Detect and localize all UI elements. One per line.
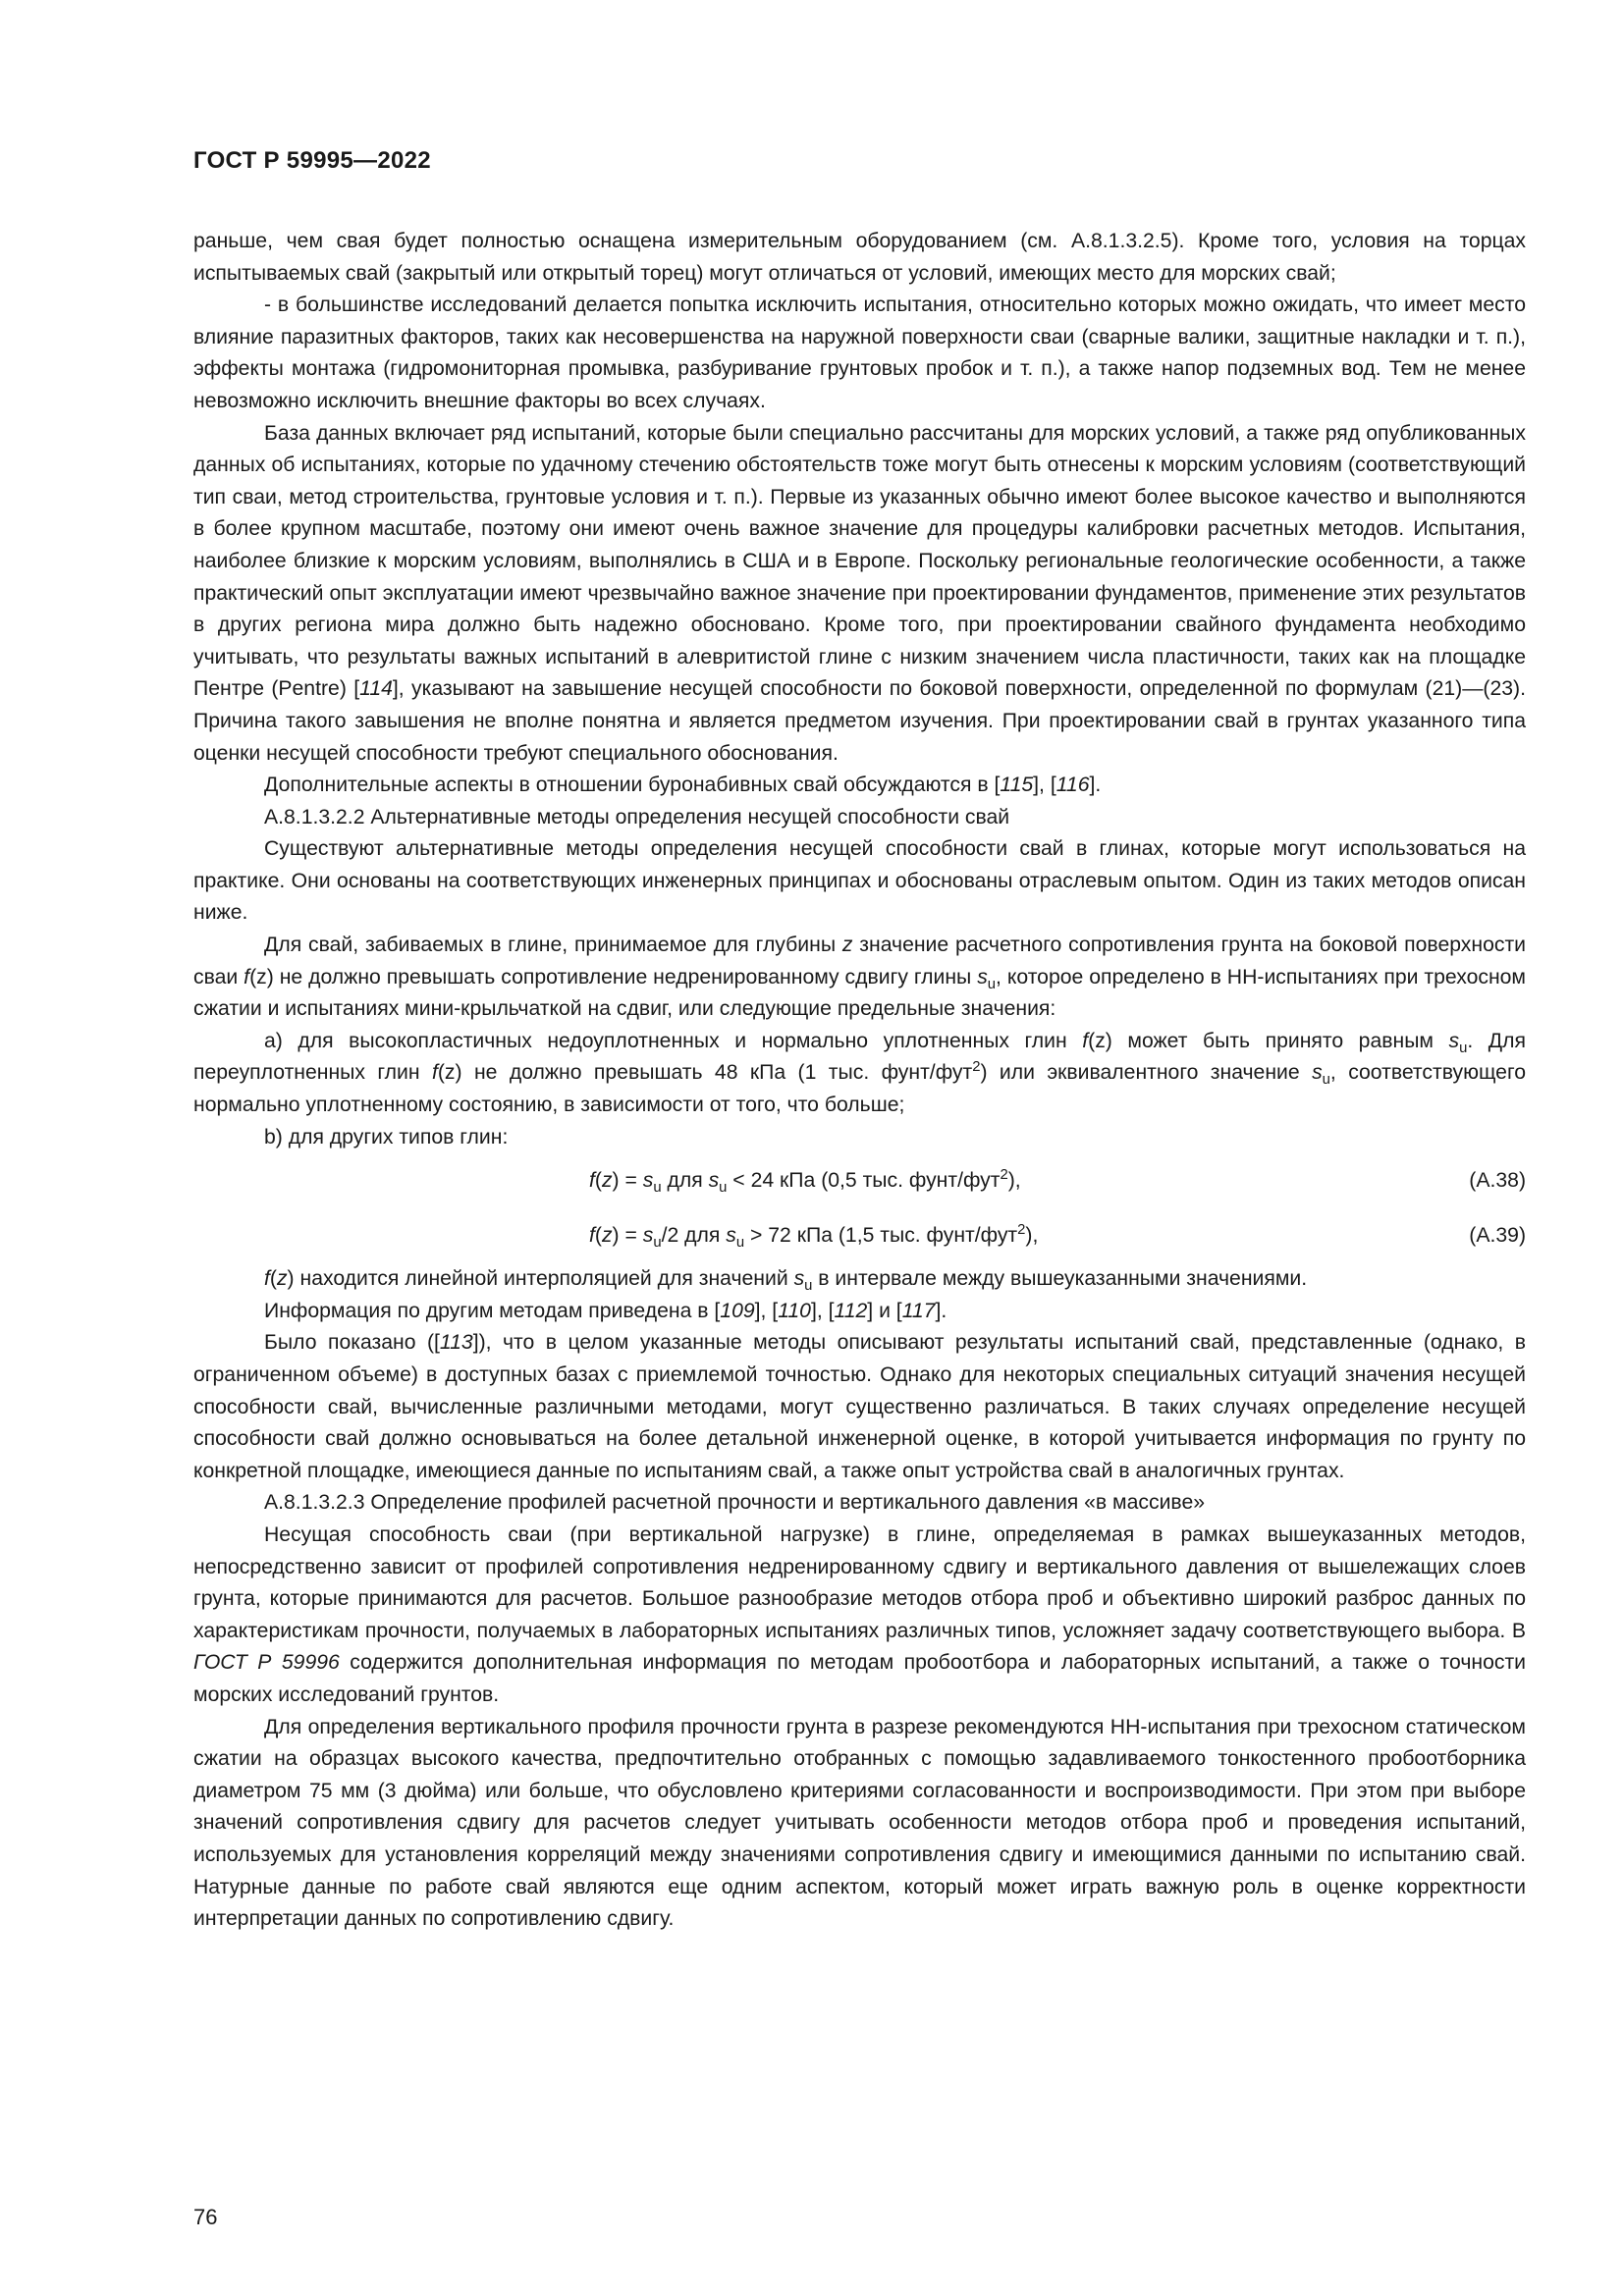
- document-id: ГОСТ Р 59995—2022: [193, 147, 431, 174]
- formula: [193, 1153, 1526, 1208]
- paragraphs-after: [193, 1263, 1526, 1935]
- formula-number: (A.39): [1469, 1224, 1526, 1248]
- text-segment: , соответствующего нормально уплотненному состоянию, в зависимости от того, что больше;: [193, 1061, 1526, 1117]
- text-segment: ] и [: [867, 1299, 902, 1322]
- text-segment: u: [987, 976, 997, 992]
- text-segment: ),: [1007, 1169, 1021, 1193]
- text-segment: s: [726, 1224, 736, 1248]
- text-segment: s: [977, 965, 988, 988]
- text-segment: ].: [935, 1299, 947, 1322]
- text-segment: Для свай, забиваемых в глине, принимаемое для глубины: [264, 934, 842, 957]
- formula-expression: [589, 1153, 1021, 1208]
- text-segment: 115: [1000, 774, 1034, 797]
- text-segment: 117: [901, 1299, 936, 1322]
- text-segment: f: [244, 965, 250, 988]
- text-segment: А.8.1.3.2.2 Альтернативные методы определения несущей способности свай: [264, 805, 1010, 828]
- paragraph: [193, 930, 1526, 1026]
- text-segment: s: [1312, 1061, 1323, 1085]
- formula-expression: [589, 1208, 1038, 1263]
- paragraph: [193, 226, 1526, 290]
- text-segment: z: [276, 1267, 288, 1291]
- text-segment: z: [841, 934, 853, 957]
- text-segment: s: [793, 1267, 805, 1291]
- text-segment: ) =: [612, 1224, 643, 1248]
- text-segment: f: [589, 1169, 595, 1193]
- page-number: 76: [193, 2205, 218, 2229]
- text-segment: u: [653, 1180, 662, 1197]
- paragraph: [193, 290, 1526, 417]
- text-segment: f: [1082, 1029, 1089, 1052]
- text-segment: значение расчетного сопротивления грунта на боковой поверхности сваи: [193, 934, 1526, 988]
- text-segment: (z) не должно превышать сопротивление недренированному сдвигу глины: [249, 965, 978, 988]
- formula: [193, 1208, 1526, 1263]
- text-segment: 114: [359, 677, 393, 701]
- text-segment: . Для переуплотненных глин: [193, 1029, 1526, 1085]
- formula-number: (A.38): [1469, 1169, 1526, 1193]
- text-segment: ) =: [612, 1169, 643, 1193]
- text-segment: ], [: [810, 1299, 835, 1322]
- text-segment: < 24 кПа (0,5 тыс. фунт/фут: [727, 1169, 1001, 1193]
- text-segment: для: [661, 1169, 709, 1193]
- paragraph: [193, 1122, 1526, 1154]
- paragraph: [193, 802, 1526, 834]
- paragraph: [193, 1296, 1526, 1328]
- text-segment: u: [735, 1235, 745, 1252]
- text-segment: ГОСТ Р 59996: [193, 1651, 340, 1675]
- text-segment: 110: [778, 1299, 811, 1322]
- text-segment: u: [804, 1278, 813, 1295]
- text-segment: 2: [1000, 1167, 1008, 1184]
- text-segment: > 72 кПа (1,5 тыс. фунт/фут: [744, 1224, 1018, 1248]
- text-segment: Дополнительные аспекты в отношении буронабивных свай обсуждаются в [: [264, 774, 1001, 797]
- text-segment: f: [589, 1224, 595, 1248]
- text-segment: ], [: [1033, 774, 1056, 797]
- text-segment: Существуют альтернативные методы определения несущей способности свай в глинах, которые могут использоваться на практике. Они основаны на соответствующих инженерных принципах и обоснованы отраслевым опытом. Один из таких методов описан ниже.: [193, 837, 1526, 925]
- text-segment: Для определения вертикального профиля прочности грунта в разрезе рекомендуются НН-испытания при трехосном статическом сжатии на образцах высокого качества, предпочтительно отобранных с помощью задавливаемого тонкостенного пробоотборника диаметром 75 мм (3 дюйма) или больше, что обусловлено критериями согласованности и воспроизводимости. При этом при выборе значений сопротивления сдвигу для расчетов следует учитывать особенности методов отбора проб и проведения испытаний, используемых для установления корреляций между значениями сопротивления сдвигу и имеющимися данными по испытанию свай. Натурные данные по работе свай являются еще одним аспектом, который может играть важную роль в оценке корректности интерпретации данных по сопротивлению сдвигу.: [193, 1715, 1526, 1931]
- text-segment: ], [: [754, 1299, 779, 1322]
- text-segment: (: [269, 1267, 277, 1291]
- text-segment: в интервале между вышеуказанными значениями.: [812, 1267, 1308, 1291]
- text-segment: (: [594, 1224, 602, 1248]
- text-segment: А.8.1.3.2.3 Определение профилей расчетной прочности и вертикального давления «в массиве»: [264, 1491, 1206, 1515]
- paragraph: [193, 1487, 1526, 1520]
- text-segment: ) находится линейной интерполяцией для значений: [287, 1267, 794, 1291]
- text-segment: Было показано ([: [264, 1331, 440, 1355]
- document-header: [193, 147, 1526, 175]
- text-segment: u: [653, 1235, 662, 1252]
- paragraph: [193, 770, 1526, 802]
- text-segment: a) для высокопластичных недоуплотненных и нормально уплотненных глин: [264, 1029, 1083, 1052]
- text-segment: 113: [439, 1331, 473, 1355]
- document-body: [193, 226, 1526, 1936]
- text-segment: z: [601, 1224, 613, 1248]
- paragraphs-before: [193, 226, 1526, 1153]
- paragraph: [193, 1327, 1526, 1487]
- text-segment: s: [1448, 1029, 1460, 1052]
- text-segment: ].: [1089, 774, 1102, 797]
- text-segment: ], указывают на завышение несущей способности по боковой поверхности, определенной по формулам (21)—(23). Причина такого завышения не вполне понятна и является предметом изучения. При проектировании свай в грунтах указанного типа оценки несущей способности требуют специального обоснования.: [193, 677, 1526, 765]
- text-segment: , которое определено в НН-испытаниях при трехосном сжатии и испытаниях мини-крыльчаткой на сдвиг, или следующие предельные значения:: [193, 965, 1526, 1021]
- text-segment: s: [642, 1169, 654, 1193]
- text-segment: - в большинстве исследований делается попытка исключить испытания, относительно которых можно ожидать, что имеет место влияние паразитных факторов, таких как несовершенства на наружной поверхности сваи (сварные валики, защитные накладки и т. п.), эффекты монтажа (гидромониторная промывка, разбуривание грунтовых пробок и т. п.), а также напор подземных вод. Тем не менее невозможно исключить внешние факторы во всех случаях.: [193, 294, 1526, 412]
- text-segment: u: [1459, 1040, 1468, 1056]
- text-segment: 109: [720, 1299, 755, 1322]
- paragraph: [193, 1263, 1526, 1296]
- text-segment: u: [1322, 1072, 1330, 1089]
- paragraph: [193, 1520, 1526, 1712]
- paragraph: [193, 833, 1526, 930]
- text-segment: (z) не должно превышать 48 кПа (1 тыс. фунт/фут: [437, 1061, 973, 1085]
- text-segment: Информация по другим методам приведена в [: [264, 1299, 721, 1322]
- text-segment: 2: [972, 1059, 981, 1076]
- paragraph: [193, 1712, 1526, 1936]
- text-segment: 116: [1056, 774, 1090, 797]
- text-segment: f: [264, 1267, 270, 1291]
- text-segment: z: [601, 1169, 613, 1193]
- text-segment: 2: [1017, 1222, 1026, 1239]
- text-segment: s: [642, 1224, 654, 1248]
- text-segment: ) или эквивалентного значение: [980, 1061, 1313, 1085]
- paragraph: [193, 418, 1526, 771]
- text-segment: (: [594, 1169, 602, 1193]
- text-segment: ),: [1025, 1224, 1039, 1248]
- text-segment: b) для других типов глин:: [264, 1125, 509, 1148]
- text-segment: База данных включает ряд испытаний, которые были специально рассчитаны для морских условий, а также ряд опубликованных данных об испытаниях, которые по удачному стечению обстоятельств тоже могут быть отнесены к морским условиям (соответствующий тип сваи, метод строительства, грунтовые условия и т. п.). Первые из указанных обычно имеют более высокое качество и выполняются в более крупном масштабе, поэтому они имеют очень важное значение для процедуры калибровки расчетных методов. Испытания, наиболее близкие к морским условиям, выполнялись в США и в Европе. Поскольку региональные геологические особенности, а также практический опыт эксплуатации имеют чрезвычайно важное значение при проектировании фундаментов, применение этих результатов в других региона мира должно быть надежно обосновано. Кроме того, при проектировании свайного фундамента необходимо учитывать, что результаты важных испытаний в алевритистой глине с низким значением числа пластичности, таких как на площадке Пентре (Pentre) [: [193, 421, 1526, 701]
- paragraph: [193, 1026, 1526, 1122]
- text-segment: ]), что в целом указанные методы описывают результаты испытаний свай, представленные (однако, в ограниченном объеме) в доступных базах с приемлемой точностью. Однако для некоторых специальных ситуаций значения несущей способности свай, вычисленные различными методами, могут существенно различаться. В таких случаях определение несущей способности свай должно основываться на более детальной инженерной оценке, в которой учитывается информация по грунту по конкретной площадке, имеющиеся данные по испытаниям свай, а также опыт устройства свай в аналогичных грунтах.: [193, 1331, 1526, 1482]
- text-segment: s: [708, 1169, 720, 1193]
- text-segment: содержится дополнительная информация по методам пробоотбора и лабораторных испытаний, а также о точности морских исследований грунтов.: [193, 1651, 1526, 1706]
- text-segment: u: [719, 1180, 728, 1197]
- formulas-block: [193, 1153, 1526, 1263]
- document-page: [193, 147, 1526, 1936]
- text-segment: раньше, чем свая будет полностью оснащена измерительным оборудованием (см. А.8.1.3.2.5). Кроме того, условия на торцах испытываемых свай (закрытый или открытый торец) могут отличаться от условий, имеющих место для морских свай;: [193, 230, 1526, 285]
- text-segment: /2 для: [661, 1224, 727, 1248]
- text-segment: f: [431, 1061, 438, 1085]
- text-segment: 112: [834, 1299, 868, 1322]
- text-segment: (z) может быть принято равным: [1088, 1029, 1449, 1052]
- text-segment: Несущая способность сваи (при вертикальной нагрузке) в глине, определяемая в рамках вышеуказанных методов, непосредственно зависит от профилей сопротивления недренированному сдвигу и вертикального давления от вышележащих слоев грунта, которые принимаются для расчетов. Большое разнообразие методов отбора проб и объективно широкий разброс данных по характеристикам прочности, получаемых в лабораторных испытаниях различных типов, усложняет задачу соответствующего выбора. В: [193, 1522, 1526, 1642]
